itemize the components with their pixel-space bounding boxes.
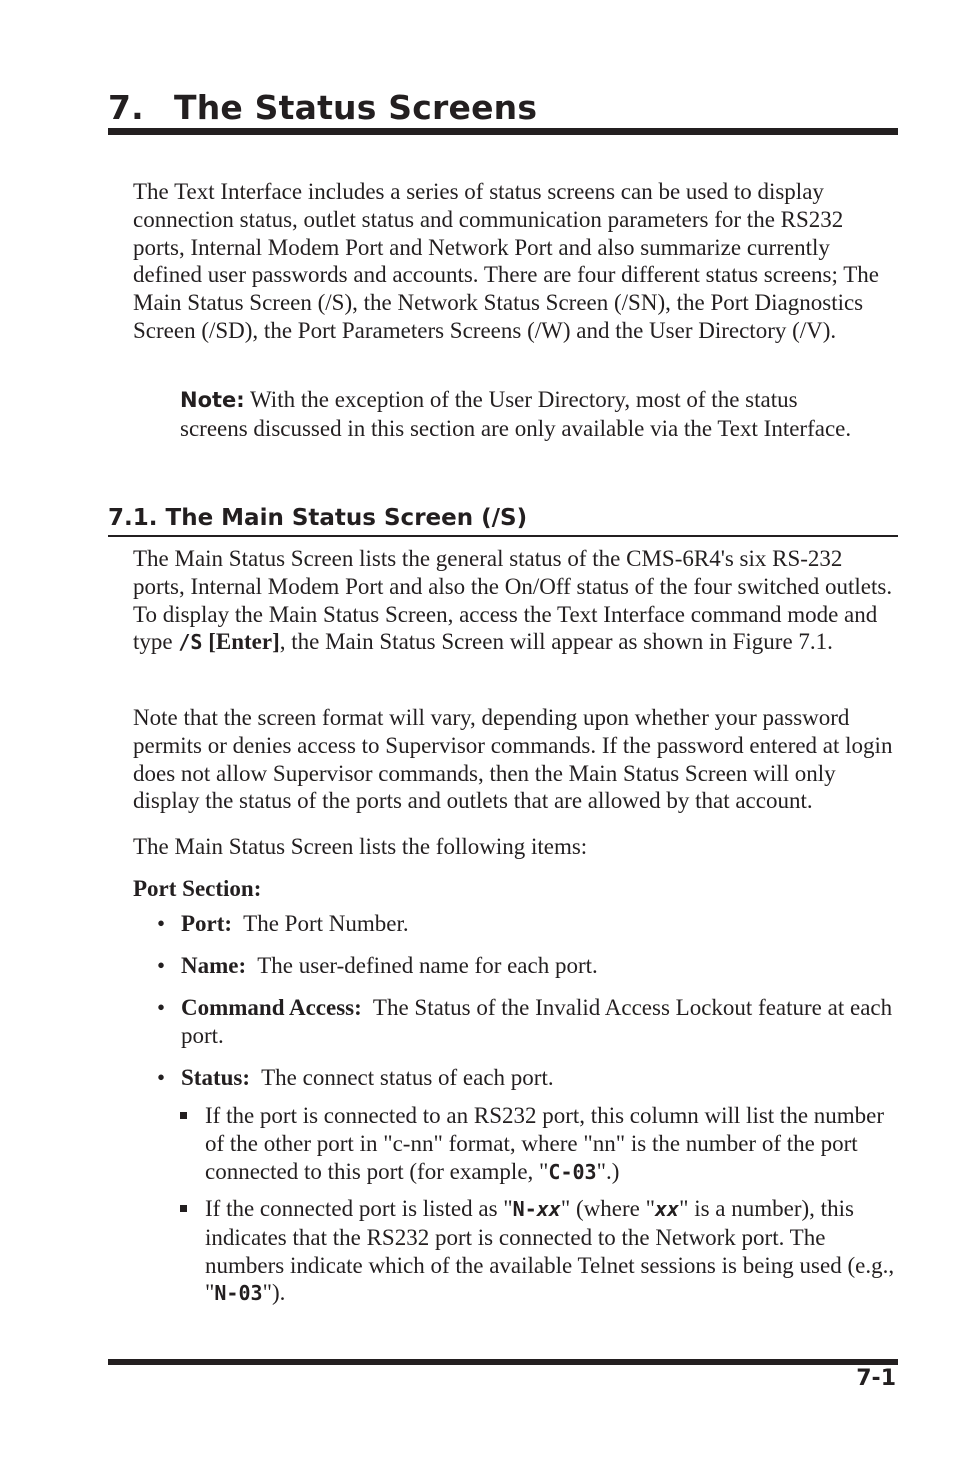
item-desc: The connect status of each port.: [261, 1065, 554, 1090]
port-section-label: Port Section:: [133, 876, 262, 901]
bullet-dot: •: [157, 1065, 166, 1090]
sub2-text: " is a number), this indicates that the RS232 port is connected to the Network port. The numbers indicate which of the available Telnet sessions is being used (e.g., ": [205, 1196, 895, 1306]
para1-text-end: , the Main Status Screen will appear as shown in Figure 7.1.: [279, 629, 833, 655]
paragraph-main-status: [133, 545, 898, 657]
code-n03: N-03: [214, 1281, 263, 1306]
para3-text: The Main Status Screen lists the following items:: [133, 834, 588, 859]
item-desc: The user-defined name for each port.: [257, 953, 598, 978]
item-term: Port:: [181, 911, 233, 936]
section-heading: [108, 505, 527, 531]
page-number: 7-1: [856, 1366, 896, 1391]
note-text: With the exception of the User Directory, most of the status screens discussed in this section are only available via the Text Interface.: [180, 387, 852, 441]
sub2-text-end: ").: [262, 1280, 286, 1306]
sub1-text-end: ".): [596, 1158, 620, 1184]
chapter-title-text: The Status Screens: [174, 88, 538, 127]
square-bullet-icon: [180, 1205, 187, 1212]
item-desc: The Status of the Invalid Access Lockout feature at each port.: [181, 995, 893, 1048]
para2-text: Note that the screen format will vary, depending upon whether your password permits or denies access to Supervisor commands. If the password entered at login does not allow Supervisor commands, then the Main Status Screen will only display the status of the ports and outlets that are allowed by that account.: [133, 705, 893, 814]
intro-paragraph: [133, 178, 898, 345]
chapter-rule: [108, 128, 898, 135]
bullet-dot: •: [157, 953, 166, 978]
code-n: N-: [512, 1197, 537, 1221]
note-block: [180, 386, 870, 443]
code-xx: xx: [536, 1197, 561, 1221]
bullet-dot: •: [157, 995, 166, 1020]
item-desc: The Port Number.: [243, 911, 409, 936]
intro-text: The Text Interface includes a series of status screens can be used to display connection status, outlet status and communication parameters for the RS232 ports, Internal Modem Port and Network Port and also summarize currently defined user passwords and accounts. There are four different status screens; The Main Status Screen (/S), the Network Status Screen (/SN), the Port Diagnostics Screen (/SD), the Port Parameters Screens (/W) and the User Directory (/V).: [133, 179, 879, 343]
sub2-text: If the connected port is listed as ": [205, 1196, 513, 1221]
enter-key: [Enter]: [208, 629, 280, 655]
item-term: Name:: [181, 953, 247, 978]
square-bullet-icon: [180, 1112, 187, 1119]
command-code: /S: [178, 630, 203, 655]
code-c03: C-03: [548, 1159, 597, 1184]
sub2-text: " (where ": [560, 1196, 655, 1221]
footer-rule: [108, 1359, 898, 1365]
item-term: Status:: [181, 1065, 251, 1090]
bullet-dot: •: [157, 911, 166, 936]
section-title: The Main Status Screen (/S): [165, 505, 528, 531]
section-number: 7.1.: [108, 505, 158, 531]
note-label: Note:: [180, 388, 245, 412]
sub1-text: If the port is connected to an RS232 port, this column will list the number of the other port in "c-nn" format, where "nn" is the number of the port connected to this port (for example, ": [205, 1103, 885, 1184]
chapter-title: [108, 88, 537, 127]
chapter-number: 7.: [108, 88, 144, 127]
item-term: Command Access:: [181, 995, 362, 1020]
section-rule: [108, 535, 898, 537]
paragraph-items-intro: [133, 833, 898, 861]
paragraph-screen-format: [133, 704, 898, 815]
code-xx: xx: [654, 1197, 680, 1221]
para1-text: The Main Status Screen lists the general status of the CMS-6R4's six RS-232 ports, Internal Modem Port and also the On/Off status of the four switched outlets. To display the Main Status Screen, access the Text Interface command mode and type: [133, 546, 893, 655]
